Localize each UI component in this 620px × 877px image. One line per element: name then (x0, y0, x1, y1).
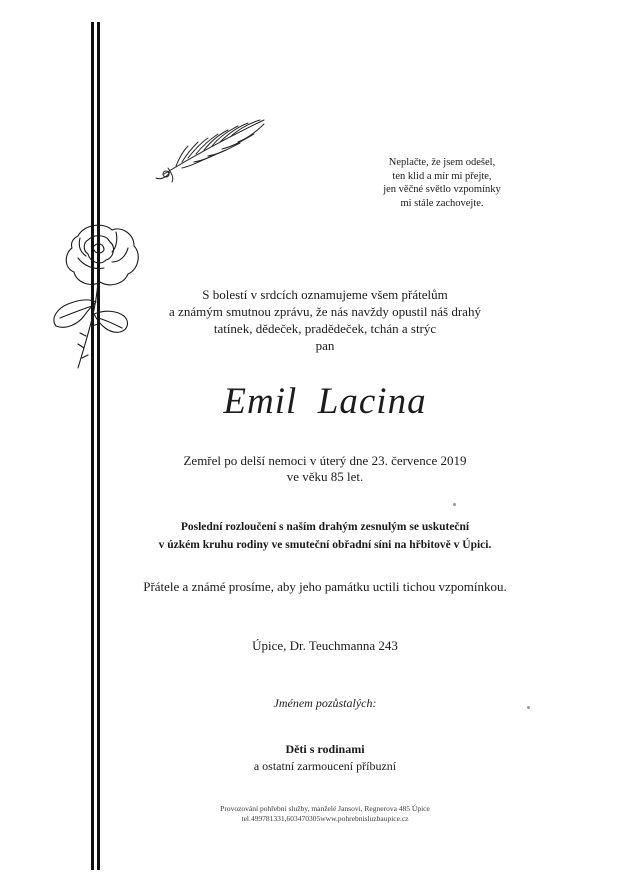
request-text: Přátele a známé prosíme, aby jeho památku uctili tichou vzpomínkou. (143, 579, 507, 594)
farewell-line: Poslední rozloučení s naším drahým zesnulým se uskuteční (180, 521, 470, 533)
feather-icon (152, 112, 270, 184)
announcement-line: a známým smutnou zprávu, že nás navždy opustil náš drahý (169, 304, 481, 319)
border-line-right (97, 22, 100, 870)
poem-line: mi stále zachovejte. (400, 197, 484, 209)
poem-line: jen věčné světlo vzpomínky (383, 184, 501, 195)
footer-line: Provozování pohřební služby, manželé Jansovi, Regnerova 485 Úpice (220, 804, 430, 813)
deceased-name: Emil Lacina (223, 381, 427, 422)
death-line: Zemřel po delší nemoci v úterý dne 23. července 2019 (183, 453, 467, 468)
announcement-line: S bolestí v srdcích oznamujeme všem přátelům (202, 287, 448, 302)
farewell-line: v úzkém kruhu rodiny ve smuteční obřadní síni na hřbitově v Úpici. (158, 539, 492, 551)
speck (527, 706, 530, 709)
death-notice (120, 453, 530, 485)
death-line: ve věku 85 let. (286, 469, 364, 484)
poem (352, 156, 532, 210)
on-behalf-heading: Jménem pozůstalých: (273, 696, 377, 710)
farewell-info (120, 518, 530, 554)
family-signature (120, 741, 530, 775)
address-text: Úpice, Dr. Teuchmanna 243 (252, 638, 398, 653)
announcement (120, 286, 530, 354)
announcement-line: tatínek, dědeček, pradědeček, tchán a strýc (213, 321, 437, 336)
footer-line: tel.499781331,603470305www.pohrebnisluzbaupice.cz (241, 814, 409, 823)
family-primary: Děti s rodinami (285, 742, 365, 756)
poem-line: ten klid a mír mi přejte, (392, 170, 492, 182)
announcement-line: pan (315, 338, 335, 353)
funeral-service-footer (120, 804, 530, 824)
poem-line: Neplačte, že jsem odešel, (388, 157, 496, 168)
family-secondary: a ostatní zarmoucení příbuzní (253, 759, 397, 773)
speck (453, 503, 456, 506)
border-line-left (91, 22, 94, 870)
